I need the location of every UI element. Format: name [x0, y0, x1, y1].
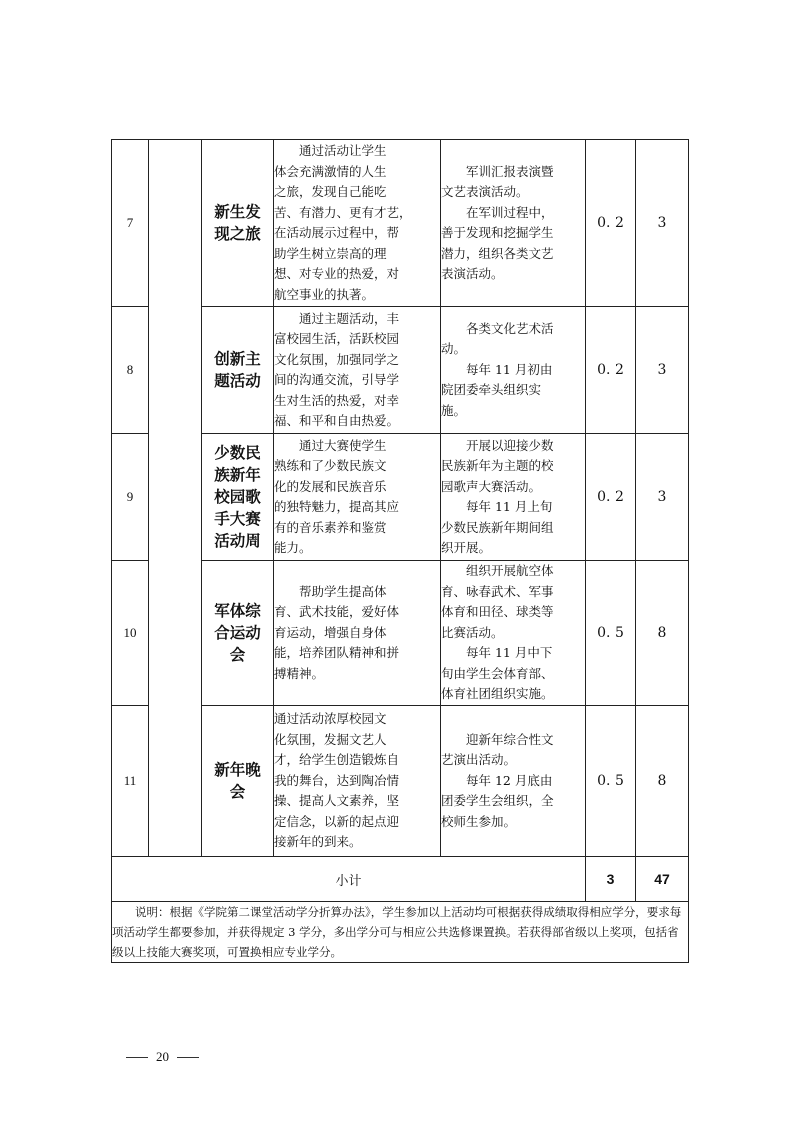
content-line: 文艺表演活动。 [441, 184, 529, 199]
activity-name-line: 会 [229, 646, 246, 664]
goal-line: 的独特魅力，提高其应 [274, 499, 400, 514]
activity-name [202, 140, 274, 307]
activity-name [202, 434, 274, 561]
content-line: 旬由学生会体育部、 [441, 665, 554, 681]
activity-name [202, 561, 274, 706]
content-line: 育、咏春武术、军事 [441, 583, 554, 599]
table-row [112, 140, 689, 307]
subtotal-credit: 3 [586, 857, 636, 902]
activity-name-line: 创新主 [214, 350, 261, 368]
goal-line: 通过活动浓厚校园文 [274, 711, 387, 727]
row-number: 10 [112, 561, 149, 706]
hours-value: 3 [636, 140, 689, 307]
content-line: 组织开展航空体 [466, 563, 554, 579]
content-line: 每年 12 月底由 [466, 772, 553, 788]
goal-line: 搏精神。 [274, 665, 325, 681]
content-line: 织开展。 [441, 540, 492, 555]
credit-value: 0. 2 [586, 307, 636, 434]
row-number: 11 [112, 706, 149, 857]
content-line: 体育和田径、球类等 [441, 604, 554, 620]
credit-value: 0. 5 [586, 561, 636, 706]
goal-line: 育运动，增强自身体 [274, 624, 387, 640]
content-line: 各类文化艺术活 [466, 320, 554, 336]
category-cell [149, 140, 202, 857]
credit-value: 0. 5 [586, 706, 636, 857]
goal-line: 航空事业的执著。 [274, 286, 375, 302]
content-line: 园歌声大赛活动。 [441, 478, 542, 494]
activity-content [441, 140, 586, 307]
credit-value: 0. 2 [586, 140, 636, 307]
activity-goal [274, 561, 441, 706]
content-line: 比赛活动。 [441, 624, 504, 640]
goal-line: 化氛围，发掘文艺人 [274, 731, 387, 747]
goal-line: 生对生活的热爱，对幸 [274, 392, 400, 408]
content-line: 体育社团组织实施。 [441, 686, 554, 702]
goal-line: 想、对专业的热爱，对 [274, 266, 400, 281]
hours-value: 8 [636, 561, 689, 706]
goal-line: 才，给学生创造锻炼自 [274, 752, 400, 768]
goal-line: 我的舞台，达到陶冶情 [274, 772, 400, 788]
goal-line: 熟练和了少数民族文 [274, 458, 387, 473]
goal-line: 能力。 [274, 540, 312, 555]
content-line: 潜力，组织各类文艺 [441, 245, 554, 261]
content-line: 少数民族新年期间组 [441, 519, 554, 535]
goal-line: 间的沟通交流，引导学 [274, 372, 400, 387]
footer-dash-right [177, 1057, 199, 1058]
activity-goal [274, 307, 441, 434]
content-line: 军训汇报表演暨 [466, 163, 554, 179]
content-line: 院团委牵头组织实 [441, 382, 542, 398]
goal-line: 通过大赛使学生 [299, 437, 387, 453]
content-line: 施。 [441, 402, 467, 418]
activity-name-line: 题活动 [214, 372, 261, 390]
row-number: 7 [112, 140, 149, 307]
hours-value: 3 [636, 434, 689, 561]
goal-line: 有的音乐素养和鉴赏 [274, 519, 387, 535]
hours-value: 3 [636, 307, 689, 434]
goal-line: 福、和平和自由热爱。 [274, 413, 400, 428]
page-footer [118, 1049, 207, 1065]
activity-goal [274, 140, 441, 307]
content-line: 校师生参加。 [441, 813, 517, 829]
goal-line: 之旅，发现自己能吃 [274, 184, 387, 199]
goal-line: 通过主题活动，丰 [299, 310, 400, 326]
goal-line: 育、武术技能，爱好体 [274, 604, 400, 620]
goal-line: 通过活动让学生 [299, 143, 387, 158]
goal-line: 文化氛围，加强同学之 [274, 351, 400, 367]
content-line: 每年 11 月初由 [466, 361, 553, 377]
goal-line: 在活动展示过程中，帮 [274, 225, 400, 240]
activity-content [441, 434, 586, 561]
activity-name-line: 手大赛 [214, 510, 261, 528]
content-line: 开展以迎接少数 [466, 437, 554, 453]
activity-name-line: 军体综 [214, 602, 261, 620]
row-number: 9 [112, 434, 149, 561]
goal-line: 助学生树立崇高的理 [274, 245, 387, 261]
credit-value: 0. 2 [586, 434, 636, 561]
content-line: 表演活动。 [441, 266, 504, 281]
content-line: 每年 11 月上旬 [466, 499, 553, 514]
activity-name-line: 活动周 [214, 532, 261, 550]
content-line: 艺演出活动。 [441, 752, 517, 768]
activity-name-line: 新生发 [214, 203, 261, 221]
content-line: 善于发现和挖掘学生 [441, 225, 554, 240]
subtotal-hours: 47 [636, 857, 689, 902]
goal-line: 定信念，以新的起点迎 [274, 813, 400, 829]
activity-name-line: 少数民 [214, 444, 261, 462]
content-line: 动。 [441, 341, 467, 357]
activity-rows [112, 140, 689, 857]
activity-goal [274, 434, 441, 561]
content-line: 团委学生会组织，全 [441, 793, 554, 809]
activity-goal [274, 706, 441, 857]
subtotal-label: 小计 [112, 857, 586, 902]
row-number: 8 [112, 307, 149, 434]
content-line: 在军训过程中， [466, 204, 554, 220]
subtotal-row [112, 857, 689, 902]
hours-value: 8 [636, 706, 689, 857]
goal-line: 操、提高人文素养，坚 [274, 793, 400, 809]
goal-line: 体会充满激情的人生 [274, 163, 387, 179]
goal-line: 能，培养团队精神和拼 [274, 645, 400, 661]
activity-name-line: 现之旅 [214, 225, 261, 243]
content-line: 迎新年综合性文 [466, 731, 554, 747]
page-number: 20 [156, 1049, 169, 1064]
activity-name-line: 会 [229, 783, 246, 801]
activity-content [441, 307, 586, 434]
goal-line: 化的发展和民族音乐 [274, 478, 387, 494]
activity-name-line: 校园歌 [214, 488, 261, 506]
activity-name [202, 307, 274, 434]
goal-line: 接新年的到来。 [274, 834, 362, 850]
activity-content [441, 706, 586, 857]
content-line: 每年 11 月中下 [466, 645, 553, 661]
activity-name-line: 族新年 [214, 466, 261, 484]
activity-content [441, 561, 586, 706]
note-row [112, 902, 689, 963]
content-line: 民族新年为主题的校 [441, 458, 554, 473]
goal-line: 苦、有潜力、更有才艺， [274, 204, 412, 220]
note-text: 说明：根据《学院第二课堂活动学分折算办法》，学生参加以上活动均可根据获得成绩取得相应学分，要求每项活动学生都要参加，并获得规定 3 学分，多出学分可与相应公共选修课置换。若获得部省级以上奖项，包括省级以上技能大赛奖项，可置换相应专业学分。 [112, 902, 689, 963]
goal-line: 帮助学生提高体 [299, 583, 387, 599]
activity-name [202, 706, 274, 857]
activity-table [111, 139, 689, 963]
goal-line: 富校园生活，活跃校园 [274, 331, 400, 346]
footer-dash-left [126, 1057, 148, 1058]
activity-name-line: 合运动 [214, 624, 261, 642]
activity-name-line: 新年晚 [214, 761, 261, 779]
